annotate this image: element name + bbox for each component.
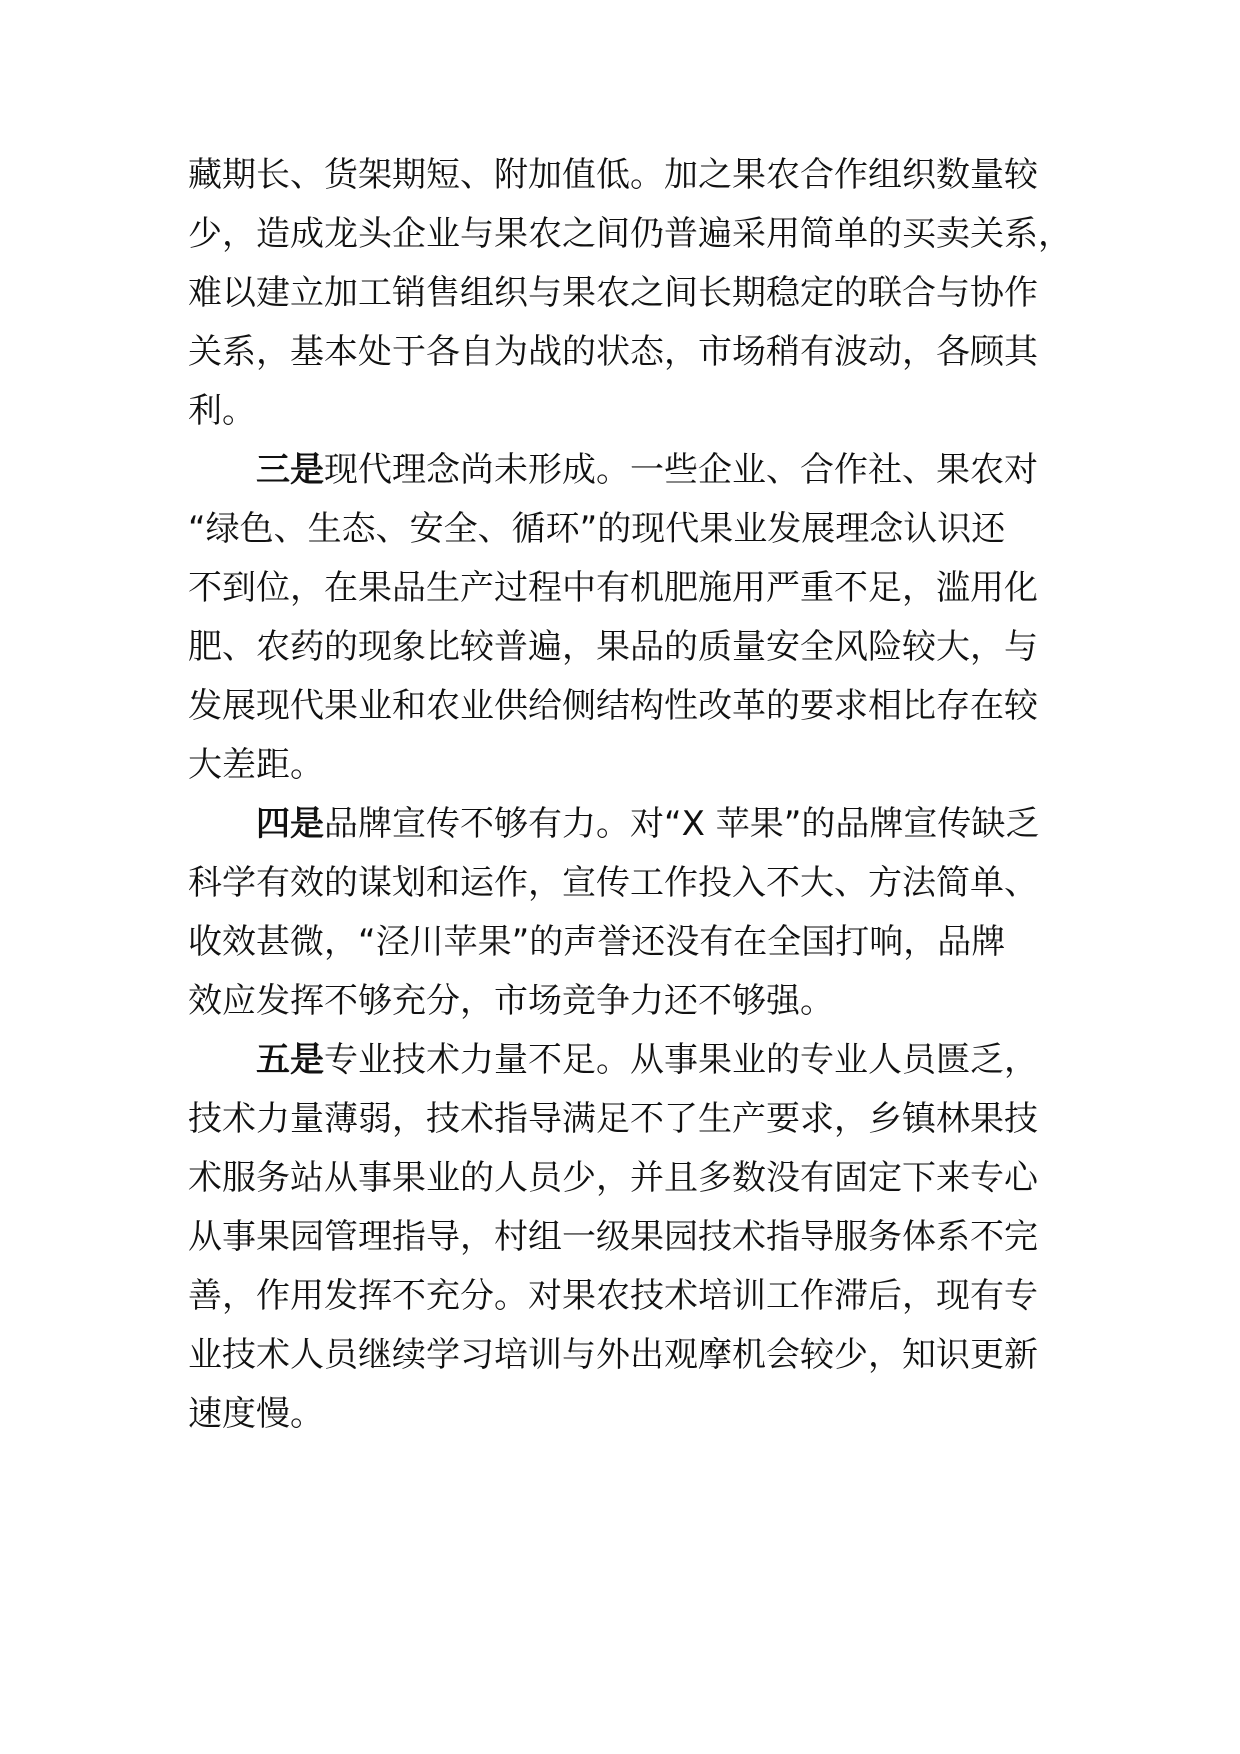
paragraph-first-line <box>256 799 1039 849</box>
paragraph-line: 大差距。 <box>188 745 324 785</box>
paragraph-lead: 五是 <box>256 1040 324 1080</box>
paragraph-line: “绿色、生态、安全、循环”的现代果业发展理念认识还 <box>188 509 1006 549</box>
paragraph-line: 技术力量薄弱，技术指导满足不了生产要求，乡镇林果技 <box>188 1099 1038 1139</box>
paragraph-line: 收效甚微，“泾川苹果”的声誉还没有在全国打响，品牌 <box>188 922 1006 962</box>
paragraph-first-line-text: 专业技术力量不足。从事果业的专业人员匮乏， <box>324 1040 1038 1080</box>
paragraph-line: 少，造成龙头企业与果农之间仍普遍采用简单的买卖关系， <box>188 214 1072 254</box>
paragraph-line: 科学有效的谋划和运作，宣传工作投入不大、方法简单、 <box>188 863 1038 903</box>
paragraph-lead: 三是 <box>256 450 324 490</box>
paragraph-lead: 四是 <box>256 804 324 844</box>
paragraph-first-line-text: 品牌宣传不够有力。对“X 苹果”的品牌宣传缺乏 <box>324 804 1040 844</box>
paragraph-line: 术服务站从事果业的人员少，并且多数没有固定下来专心 <box>188 1158 1038 1198</box>
paragraph-line: 不到位，在果品生产过程中有机肥施用严重不足，滥用化 <box>188 568 1038 608</box>
paragraph-line: 关系，基本处于各自为战的状态，市场稍有波动，各顾其 <box>188 332 1038 372</box>
paragraph-line: 藏期长、货架期短、附加值低。加之果农合作组织数量较 <box>188 155 1038 195</box>
paragraph-line: 利。 <box>188 391 256 431</box>
paragraph-line: 速度慢。 <box>188 1394 324 1434</box>
paragraph-line: 善，作用发挥不充分。对果农技术培训工作滞后，现有专 <box>188 1276 1038 1316</box>
paragraph-line: 效应发挥不够充分，市场竞争力还不够强。 <box>188 981 834 1021</box>
paragraph-line: 发展现代果业和农业供给侧结构性改革的要求相比存在较 <box>188 686 1038 726</box>
paragraph-line: 肥、农药的现象比较普遍，果品的质量安全风险较大，与 <box>188 627 1038 667</box>
paragraph-first-line-text: 现代理念尚未形成。一些企业、合作社、果农对 <box>324 450 1038 490</box>
paragraph-line: 从事果园管理指导，村组一级果园技术指导服务体系不完 <box>188 1217 1038 1257</box>
paragraph-line: 难以建立加工销售组织与果农之间长期稳定的联合与协作 <box>188 273 1038 313</box>
paragraph-first-line <box>256 445 1038 495</box>
paragraph-first-line <box>256 1035 1038 1085</box>
paragraph-line: 业技术人员继续学习培训与外出观摩机会较少，知识更新 <box>188 1335 1038 1375</box>
